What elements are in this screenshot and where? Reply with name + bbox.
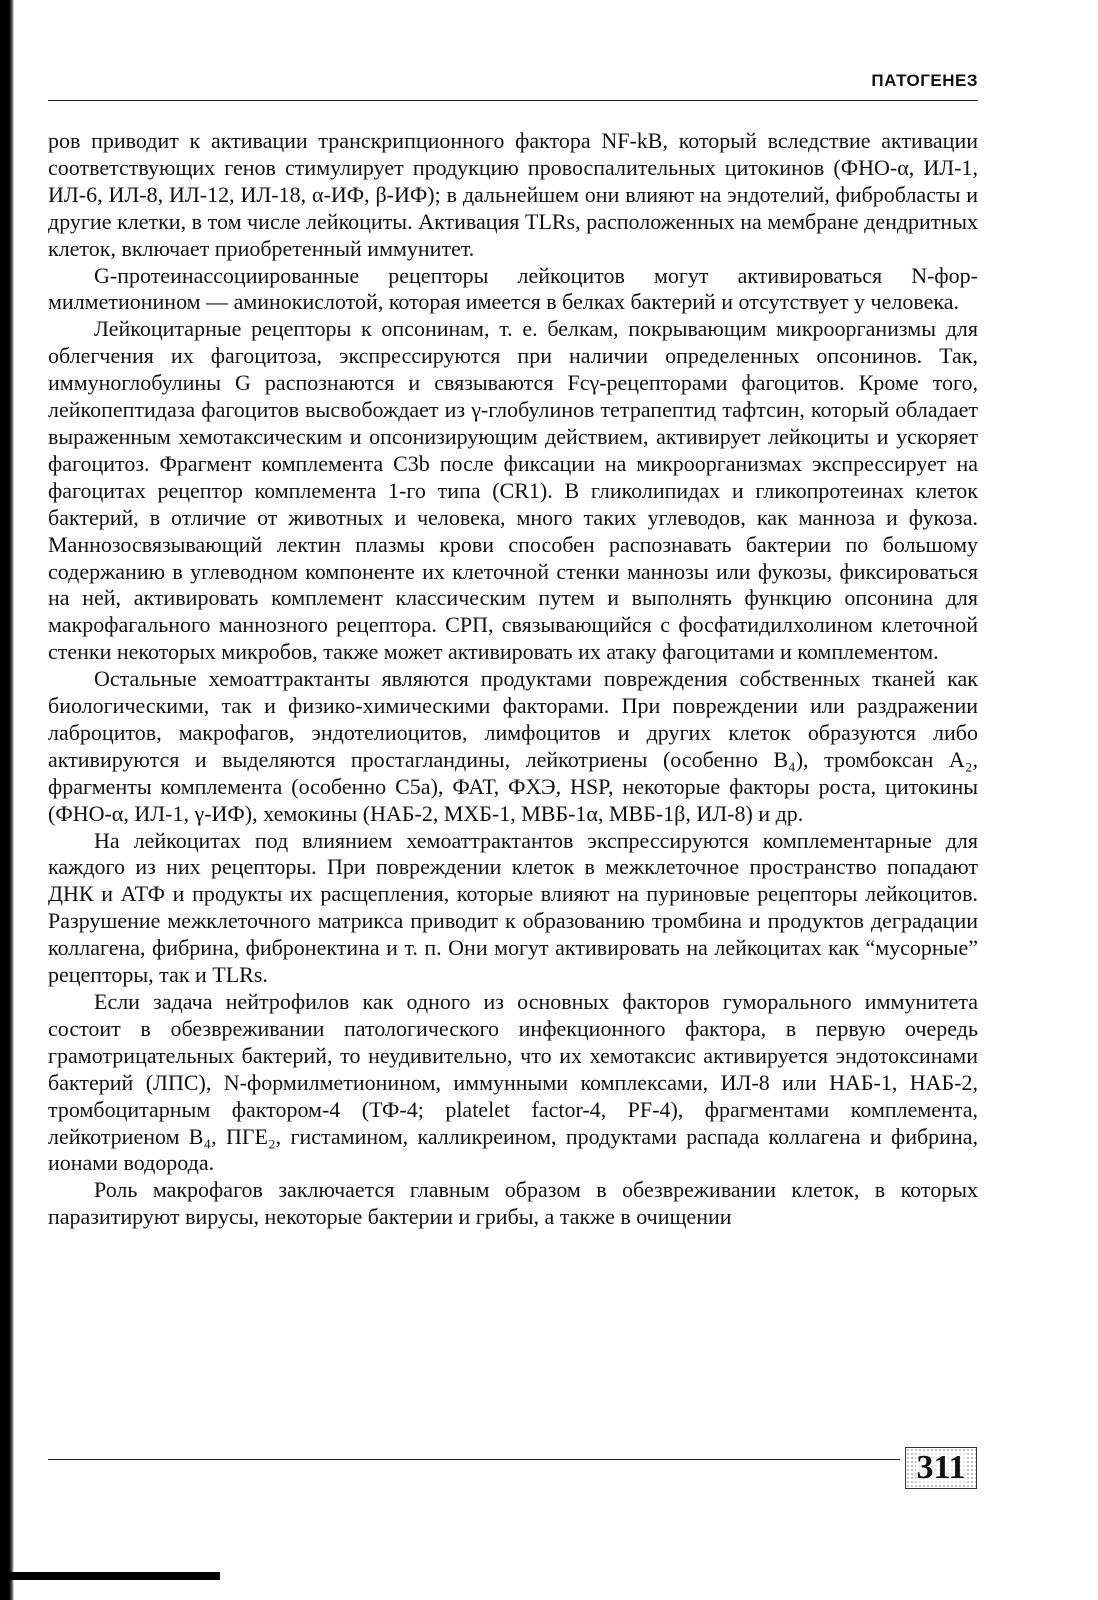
- book-spine-edge: [0, 0, 14, 1600]
- footer-divider: [48, 1459, 900, 1460]
- page-body: [48, 128, 978, 1231]
- page-number-box: [905, 1447, 977, 1489]
- header-divider: [48, 100, 978, 101]
- paragraph-2: G-протеинассоциированные рецепторы лейкоцитов могут активироваться N-формилметионином — аминокислотой, которая имеется в белках бактерий и отсутствует у человека.: [48, 262, 978, 315]
- paragraph-7: Роль макрофагов заключается главным образом в обезвреживании клеток, в которых паразитируют вирусы, некоторые бактерии и грибы, а также в очищении: [48, 1177, 978, 1230]
- paragraph-1: ров приводит к активации транскрипционного фактора NF-kB, который вследствие активации соответствующих генов стимулирует продукцию провоспалительных цитокинов (ФНО-α, ИЛ-1, ИЛ-6, ИЛ-8, ИЛ-12, ИЛ-18, α-ИФ, β-ИФ); в дальнейшем они влияют на эндотелий, фибробласты и другие клетки, в том числе лейкоциты. Активация TLRs, расположенных на мембране дендритных клеток, включает приобретенный иммунитет.: [48, 128, 978, 261]
- paragraph-3: Лейкоцитарные рецепторы к опсонинам, т. е. белкам, покрывающим микроорганизмы для облегчения их фагоцитоза, экспрессируются при наличии определенных опсонинов. Так, иммуноглобулины G распознаются и связываются Fcγ-рецепторами фагоцитов. Кроме того, лейкопептидаза фагоцитов высвобождает из γ-глобулинов тетрапептид тафтсин, который обладает выраженным хемотаксическим и опсонизирующим действием, активирует лейкоциты и ускоряет фагоцитоз. Фрагмент комплемента C3b после фиксации на микроорганизмах экспрессирует на фагоцитах рецептор комплемента 1-го типа (CR1). В гликолипидах и гликопротеинах клеток бактерий, в отличие от животных и человека, много таких углеводов, как манноза и фукоза. Маннозосвязывающий лектин плазмы крови способен распознавать бактерии по большому содержанию в углеводном компоненте их клеточной стенки маннозы или фукозы, фиксироваться на ней, активировать комплемент классическим путем и выполнять функцию опсонина для макрофагального маннозного рецептора. СРП, связывающийся с фосфатидилхолином клеточной стенки некоторых микробов, также может активировать их атаку фагоцитами и комплементом.: [48, 316, 978, 665]
- paragraph-6: Если задача нейтрофилов как одного из основных факторов гуморального иммунитета состоит в обезвреживании патологического инфекционного фактора, в первую очередь грамотрицательных бактерий, то неудивительно, что их хемотаксис активируется эндотоксинами бактерий (ЛПС), N-формилметионином, иммунными комплексами, ИЛ-8 или НАБ-1, НАБ-2, тромбоцитарным фактором-4 (ТФ-4; platelet factor-4, PF-4), фрагментами комплемента, лейкотриеном B₄, ПГЕ₂, гистамином, калликреином, продуктами распада коллагена и фибрина, ионами водорода.: [48, 989, 978, 1176]
- running-header-title: ПАТОГЕНЕЗ: [871, 71, 978, 90]
- paragraph-5: На лейкоцитах под влиянием хемоаттрактантов экспрессируются комплементарные для каждого из них рецепторы. При повреждении клеток в межклеточное пространство попадают ДНК и АТФ и продукты их расщепления, которые влияют на пуриновые рецепторы лейкоцитов. Разрушение межклеточного матрикса приводит к образованию тромбина и продуктов деградации коллагена, фибрина, фибронектина и т. п. Они могут активировать на лейкоцитах как “мусорные” рецепторы, так и TLRs.: [48, 827, 978, 988]
- scan-edge-shadow: [0, 1572, 220, 1580]
- page-number: 311: [916, 1449, 966, 1486]
- paragraph-4: Остальные хемоаттрактанты являются продуктами повреждения собственных тканей как биологическими, так и физико-химическими факторами. При повреждении или раздражении лаброцитов, макрофагов, эндотелиоцитов, лимфоцитов и других клеток образуются либо активируются и выделяются простагландины, лейкотриены (особенно B₄), тромбоксан A₂, фрагменты комплемента (особенно C5a), ФАТ, ФХЭ, HSP, некоторые факторы роста, цитокины (ФНО-α, ИЛ-1, γ-ИФ), хемокины (НАБ-2, МХБ-1, МВБ-1α, МВБ-1β, ИЛ-8) и др.: [48, 666, 978, 826]
